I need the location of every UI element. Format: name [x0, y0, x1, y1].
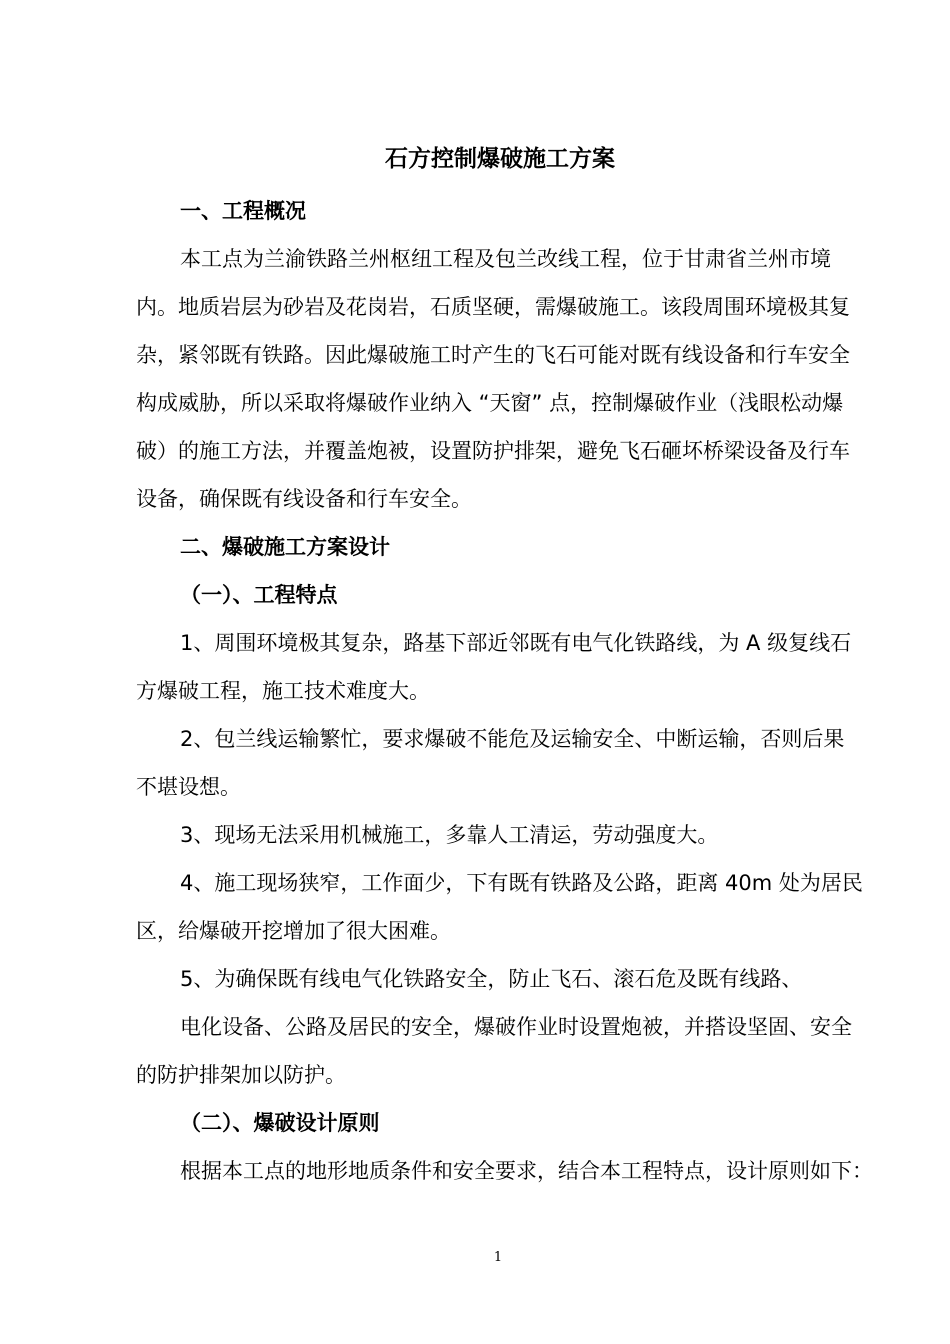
paragraph-line: 内。地质岩层为砂岩及花岗岩，石质坚硬，需爆破施工。该段周围环境极其复 — [136, 295, 850, 319]
paragraph-line: 构成威胁，所以采取将爆破作业纳入 “天窗” 点，控制爆破作业（浅眼松动爆 — [136, 391, 844, 415]
section-heading-overview: 一、工程概况 — [180, 199, 306, 223]
list-item-line: 的防护排架加以防护。 — [136, 1063, 346, 1087]
paragraph-line: 破）的施工方法，并覆盖炮被，设置防护排架，避免飞石砸坏桥梁设备及行车 — [136, 439, 850, 463]
list-item-line: 4、施工现场狭窄，工作面少，下有既有铁路及公路，距离 40m 处为居民 — [180, 871, 863, 895]
document-title: 石方控制爆破施工方案 — [385, 146, 615, 172]
list-item-line: 3、现场无法采用机械施工，多靠人工清运，劳动强度大。 — [180, 823, 719, 847]
subsection-heading-features: （一）、工程特点 — [180, 583, 338, 607]
list-item-line: 5、为确保既有线电气化铁路安全，防止飞石、滚石危及既有线路、 — [180, 967, 803, 991]
paragraph-line: 杂，紧邻既有铁路。因此爆破施工时产生的飞石可能对既有线设备和行车安全 — [136, 343, 850, 367]
list-item-line: 区，给爆破开挖增加了很大困难。 — [136, 919, 451, 943]
list-item-line: 1、周围环境极其复杂，路基下部近邻既有电气化铁路线，为 A 级复线石 — [180, 631, 852, 655]
list-item-line: 电化设备、公路及居民的安全，爆破作业时设置炮被，并搭设坚固、安全 — [180, 1015, 852, 1039]
subsection-heading-principles: （二）、爆破设计原则 — [180, 1111, 380, 1135]
paragraph-line: 设备，确保既有线设备和行车安全。 — [136, 487, 472, 511]
paragraph-line: 根据本工点的地形地质条件和安全要求，结合本工程特点，设计原则如下： — [180, 1159, 873, 1183]
list-item-line: 不堪设想。 — [136, 775, 241, 799]
paragraph-line: 本工点为兰渝铁路兰州枢纽工程及包兰改线工程，位于甘肃省兰州市境 — [180, 247, 831, 271]
page-number: 1 — [493, 1250, 503, 1265]
list-item-line: 方爆破工程，施工技术难度大。 — [136, 679, 430, 703]
list-item-line: 2、包兰线运输繁忙，要求爆破不能危及运输安全、中断运输，否则后果 — [180, 727, 845, 751]
section-heading-design: 二、爆破施工方案设计 — [180, 535, 390, 559]
